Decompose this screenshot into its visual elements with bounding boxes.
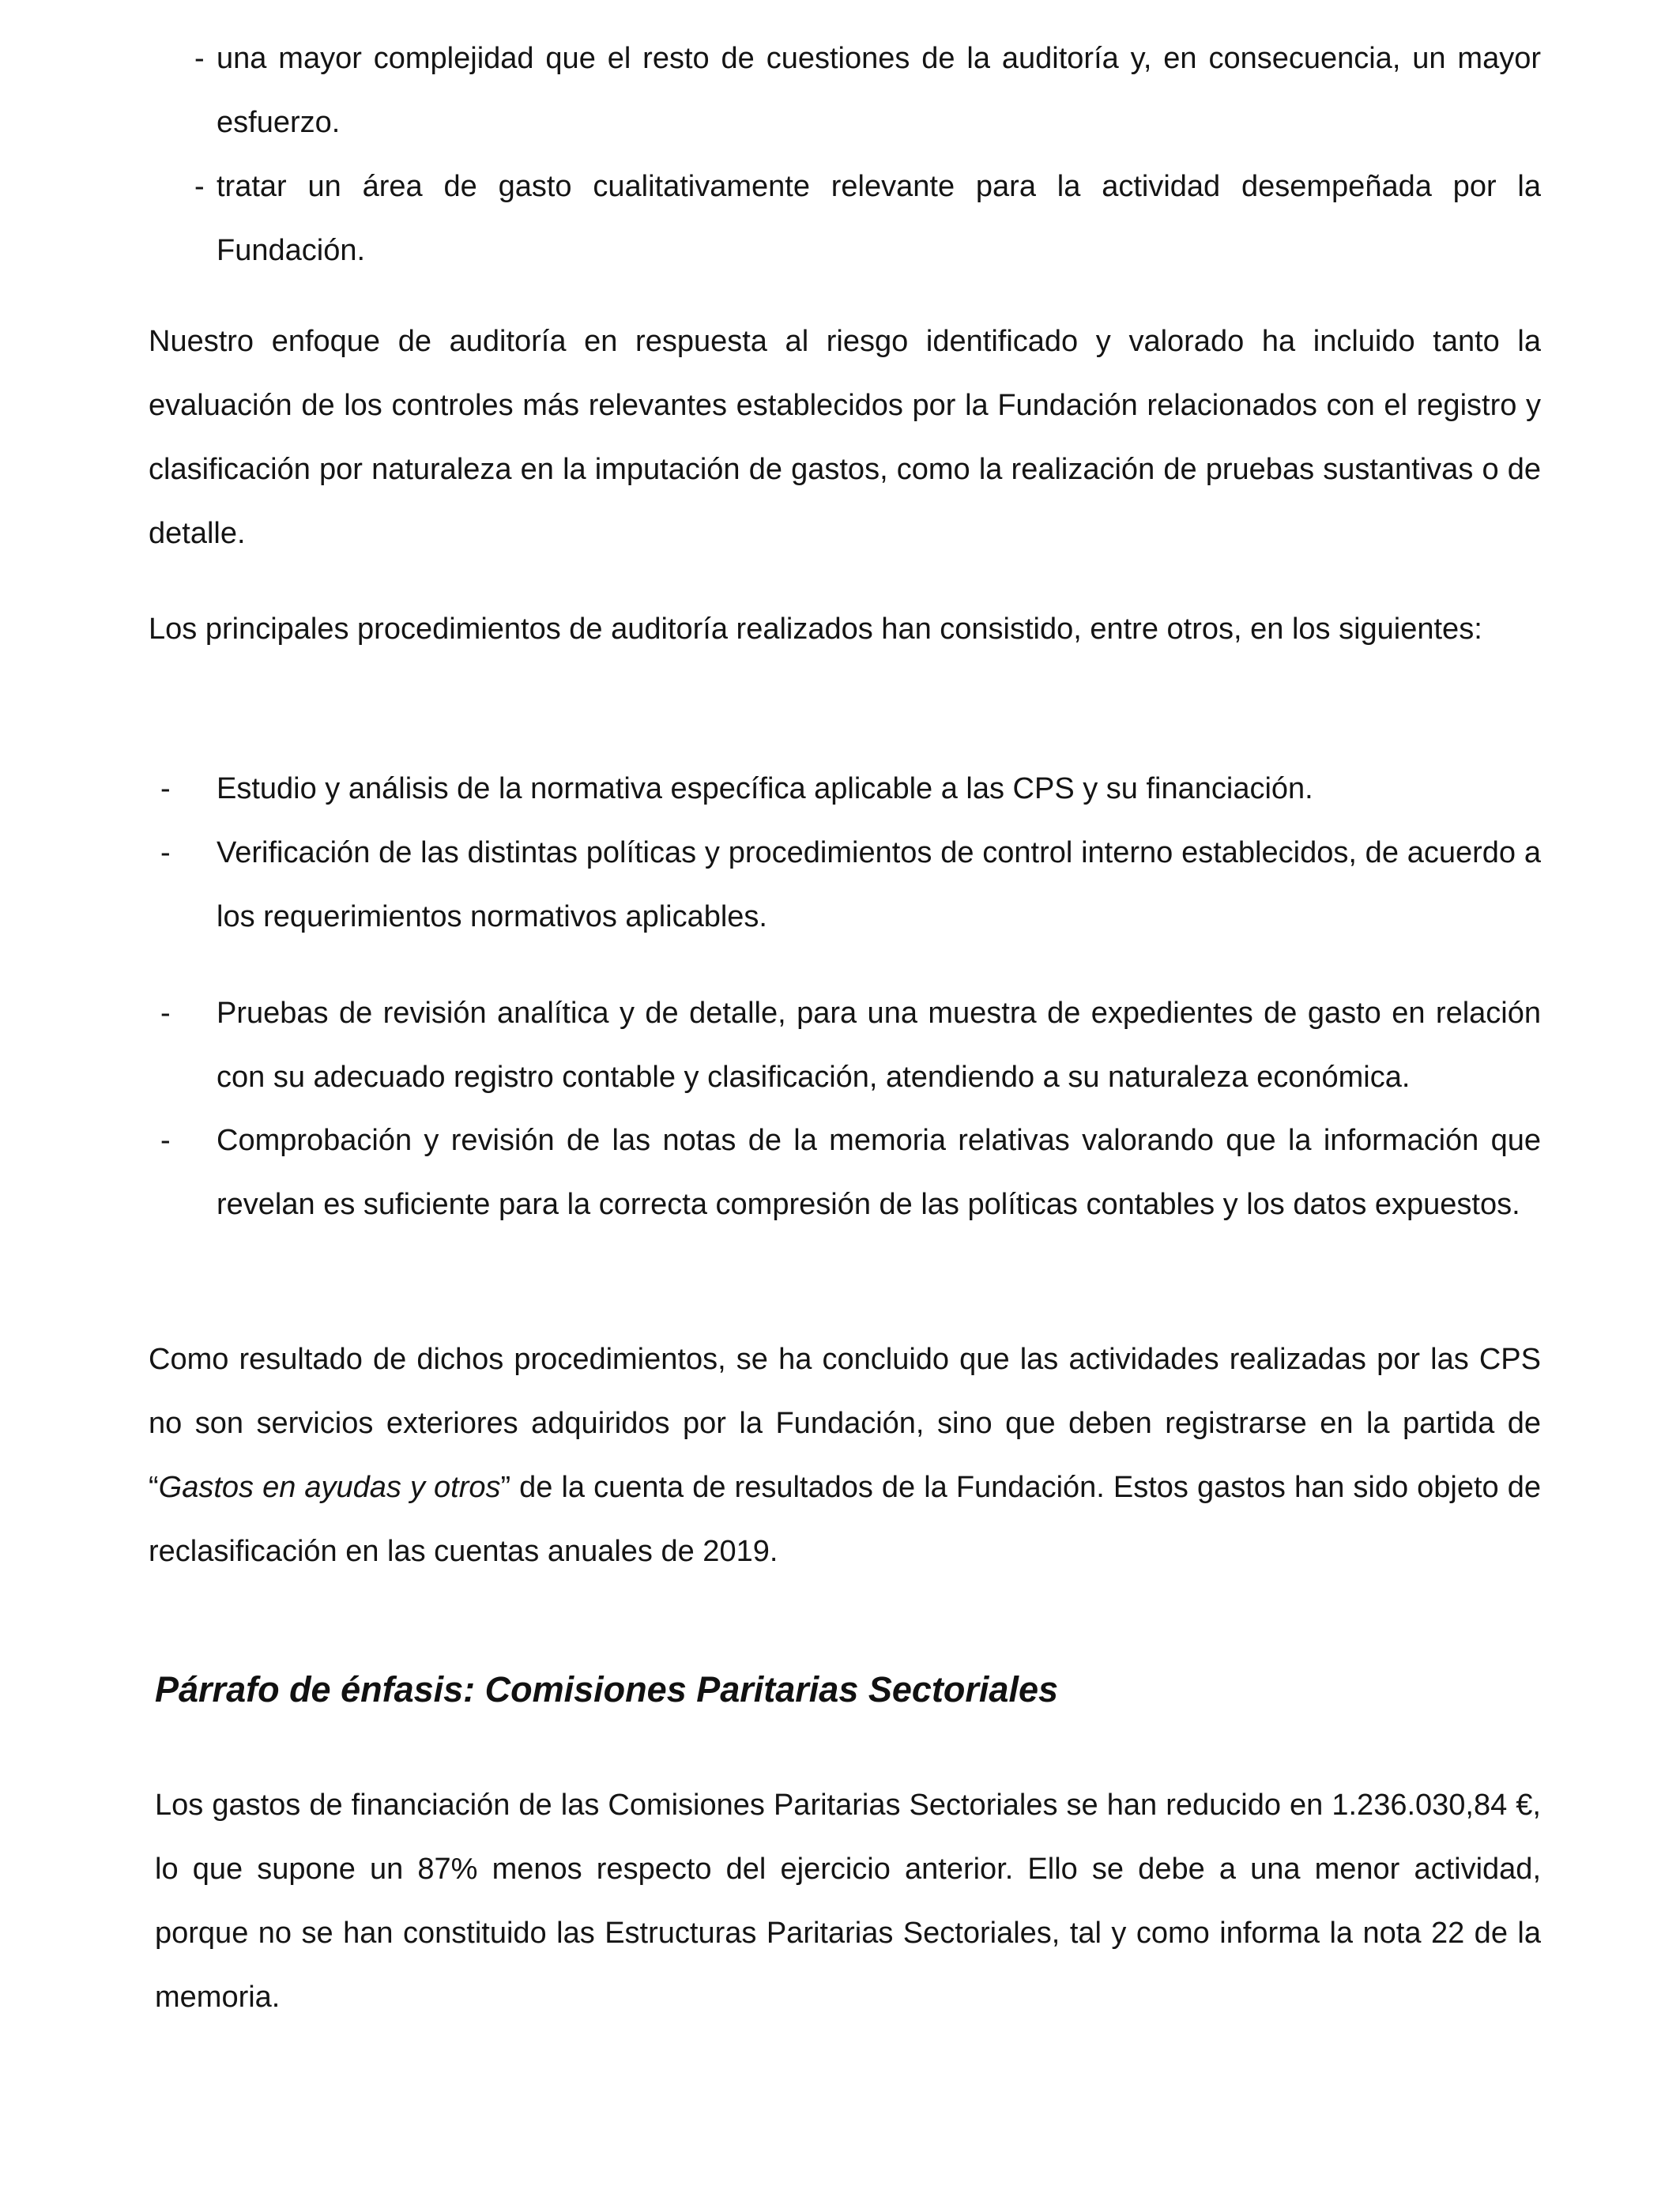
list-dash: - [194,42,205,75]
list-item-text: tratar un área de gasto cualitativamente relevante para la actividad desempeñada por la Fundación. [217,170,1541,267]
paragraph-result-italic: Gastos en ayudas y otros [158,1471,501,1504]
paragraph-result [149,1328,1541,1584]
list-item [0,821,1680,949]
paragraph-emphasis: Los gastos de financiación de las Comisiones Paritarias Sectoriales se han reducido en 1.236.030,84 €, lo que supone un 87% menos respecto del ejercicio anterior. Ello se debe a una menor actividad, porque no se han constituido las Estructuras Paritarias Sectoriales, tal y como informa la nota 22 de la memoria. [155,1789,1541,2014]
list-dash: - [194,170,205,203]
paragraph-procedures-intro: Los principales procedimientos de auditoría realizados han consistido, entre otros, en los siguientes: [149,613,1482,646]
list-item [0,1109,1680,1301]
list-item-text: Comprobación y revisión de las notas de la memoria relativas valorando que la información que revelan es suficiente para la correcta compresión de las políticas contables y los datos expuestos. [217,1124,1541,1221]
list-item [0,27,1680,155]
section-heading-emphasis: Párrafo de énfasis: Comisiones Paritarias Sectoriales [155,1669,1058,1710]
list-item-text: Verificación de las distintas políticas y procedimientos de control interno establecidos, de acuerdo a los requerimientos normativos aplicables. [217,836,1541,933]
list-item [0,155,1680,283]
paragraph-result-text: Como resultado de dichos procedimientos, se ha concluido que las actividades realizadas por las CPS no son servicios exteriores adquiridos por la Fundación, sino que deben registrarse en la partida de “ [149,1343,1541,1504]
list-item-text: Estudio y análisis de la normativa específica aplicable a las CPS y su financiación. [217,772,1313,805]
list-item-text: una mayor complejidad que el resto de cuestiones de la auditoría y, en consecuencia, un mayor esfuerzo. [217,42,1541,139]
list-item-text: Pruebas de revisión analítica y de detalle, para una muestra de expedientes de gasto en relación con su adecuado registro contable y clasificación, atendiendo a su naturaleza económica. [217,997,1541,1094]
list-dash: - [160,772,171,805]
list-dash: - [160,997,171,1030]
list-item [0,757,1680,821]
paragraph-audit-approach: Nuestro enfoque de auditoría en respuesta al riesgo identificado y valorado ha incluido tanto la evaluación de los controles más relevantes establecidos por la Fundación relacionados con el registro y clasificación por naturaleza en la imputación de gastos, como la realización de pruebas sustantivas o de detalle. [149,325,1541,550]
list-dash: - [160,1124,171,1157]
paragraph-result-text-end: ” de la cuenta de resultados de la Fundación. Estos gastos han sido objeto de reclasificación en las cuentas anuales de 2019. [149,1471,1541,1568]
list-item [0,982,1680,1110]
list-dash: - [160,836,171,869]
